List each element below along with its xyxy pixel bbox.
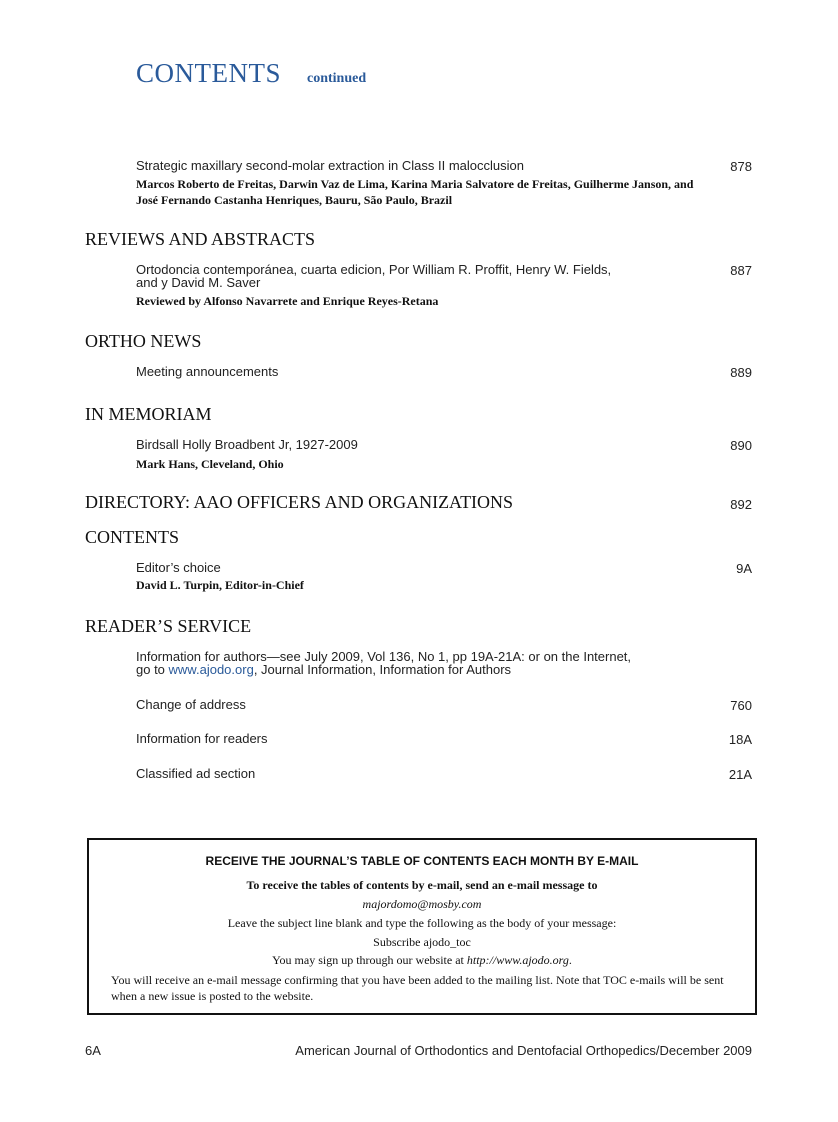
email-box-line2: Leave the subject line blank and type the following as the body of your message: [227, 916, 617, 930]
page-number-directory: 892 [730, 497, 752, 512]
section-heading-contents: CONTENTS [85, 527, 179, 547]
website-link[interactable]: http://www.ajodo.org [466, 953, 569, 967]
memoriam-author: Mark Hans, Cleveland, Ohio [136, 457, 284, 471]
footer-page-number: 6A [85, 1043, 101, 1058]
authors-info-prefix: go to [136, 662, 169, 677]
section-heading-readers-service: READER’S SERVICE [85, 616, 252, 636]
authors-info-line2 [136, 663, 511, 676]
authors-info-suffix: , Journal Information, Information for Authors [253, 662, 512, 677]
page-number-ortho-news: 889 [730, 365, 752, 380]
page-number-editors-choice: 9A [736, 561, 752, 576]
email-box-line3 [89, 953, 755, 968]
section-heading-ortho-news: ORTHO NEWS [85, 331, 202, 351]
page-number-review: 887 [730, 263, 752, 278]
footer-journal-name: American Journal of Orthodontics and Dentofacial Orthopedics/December 2009 [295, 1043, 752, 1058]
classified-section-title[interactable]: Classified ad section [136, 766, 256, 781]
website-prefix: You may sign up through our website at [272, 953, 467, 967]
email-box-heading: RECEIVE THE JOURNAL’S TABLE OF CONTENTS EACH MONTH BY E-MAIL [205, 854, 639, 868]
article-authors-molar-line2: José Fernando Castanha Henriques, Bauru, São Paulo, Brazil [136, 193, 453, 207]
change-of-address-title[interactable]: Change of address [136, 697, 246, 712]
page-title: CONTENTS [136, 58, 281, 88]
section-heading-reviews: REVIEWS AND ABSTRACTS [85, 229, 316, 249]
authors-info-line1: Information for authors—see July 2009, Vol 136, No 1, pp 19A-21A: or on the Internet, [136, 649, 632, 664]
email-subscription-box [87, 838, 757, 1015]
ortho-news-title[interactable]: Meeting announcements [136, 364, 279, 379]
page-number-molar: 878 [730, 159, 752, 174]
editors-choice-title[interactable]: Editor’s choice [136, 560, 221, 575]
editors-choice-author: David L. Turpin, Editor-in-Chief [136, 578, 304, 592]
article-title-molar[interactable]: Strategic maxillary second-molar extraction in Class II malocclusion [136, 158, 524, 173]
page-number-classified: 21A [728, 767, 752, 782]
email-box-line1: To receive the tables of contents by e-mail, send an e-mail message to [246, 878, 598, 892]
info-for-readers-title[interactable]: Information for readers [136, 731, 268, 746]
review-reviewers: Reviewed by Alfonso Navarrete and Enrique Reyes-Retana [136, 294, 439, 308]
page-number-info-readers: 18A [728, 732, 752, 747]
email-address[interactable]: majordomo@mosby.com [362, 897, 482, 911]
page-header [136, 58, 366, 89]
email-box-paragraph: You will receive an e-mail message confirming that you have been added to the mailing list. Note that TOC e-mails will be sent when a new issue is posted to the website. [111, 973, 724, 1003]
memoriam-title[interactable]: Birdsall Holly Broadbent Jr, 1927-2009 [136, 437, 358, 452]
website-suffix: . [568, 953, 572, 967]
page-number-change-address: 760 [730, 698, 752, 713]
page-number-memoriam: 890 [730, 438, 752, 453]
review-title-line1[interactable]: Ortodoncia contemporánea, cuarta edicion, Por William R. Proffit, Henry W. Fields, [136, 262, 612, 277]
review-title-line2[interactable]: and y David M. Saver [136, 275, 261, 290]
ajodo-link[interactable]: www.ajodo.org [168, 662, 254, 677]
section-heading-in-memoriam: IN MEMORIAM [85, 404, 212, 424]
article-authors-molar-line1: Marcos Roberto de Freitas, Darwin Vaz de Lima, Karina Maria Salvatore de Freitas, Guilherme Janson, and [136, 177, 694, 191]
continued-label: continued [307, 71, 367, 86]
subscribe-command: Subscribe ajodo_toc [373, 935, 471, 949]
section-heading-directory[interactable]: DIRECTORY: AAO OFFICERS AND ORGANIZATIONS [85, 492, 514, 512]
